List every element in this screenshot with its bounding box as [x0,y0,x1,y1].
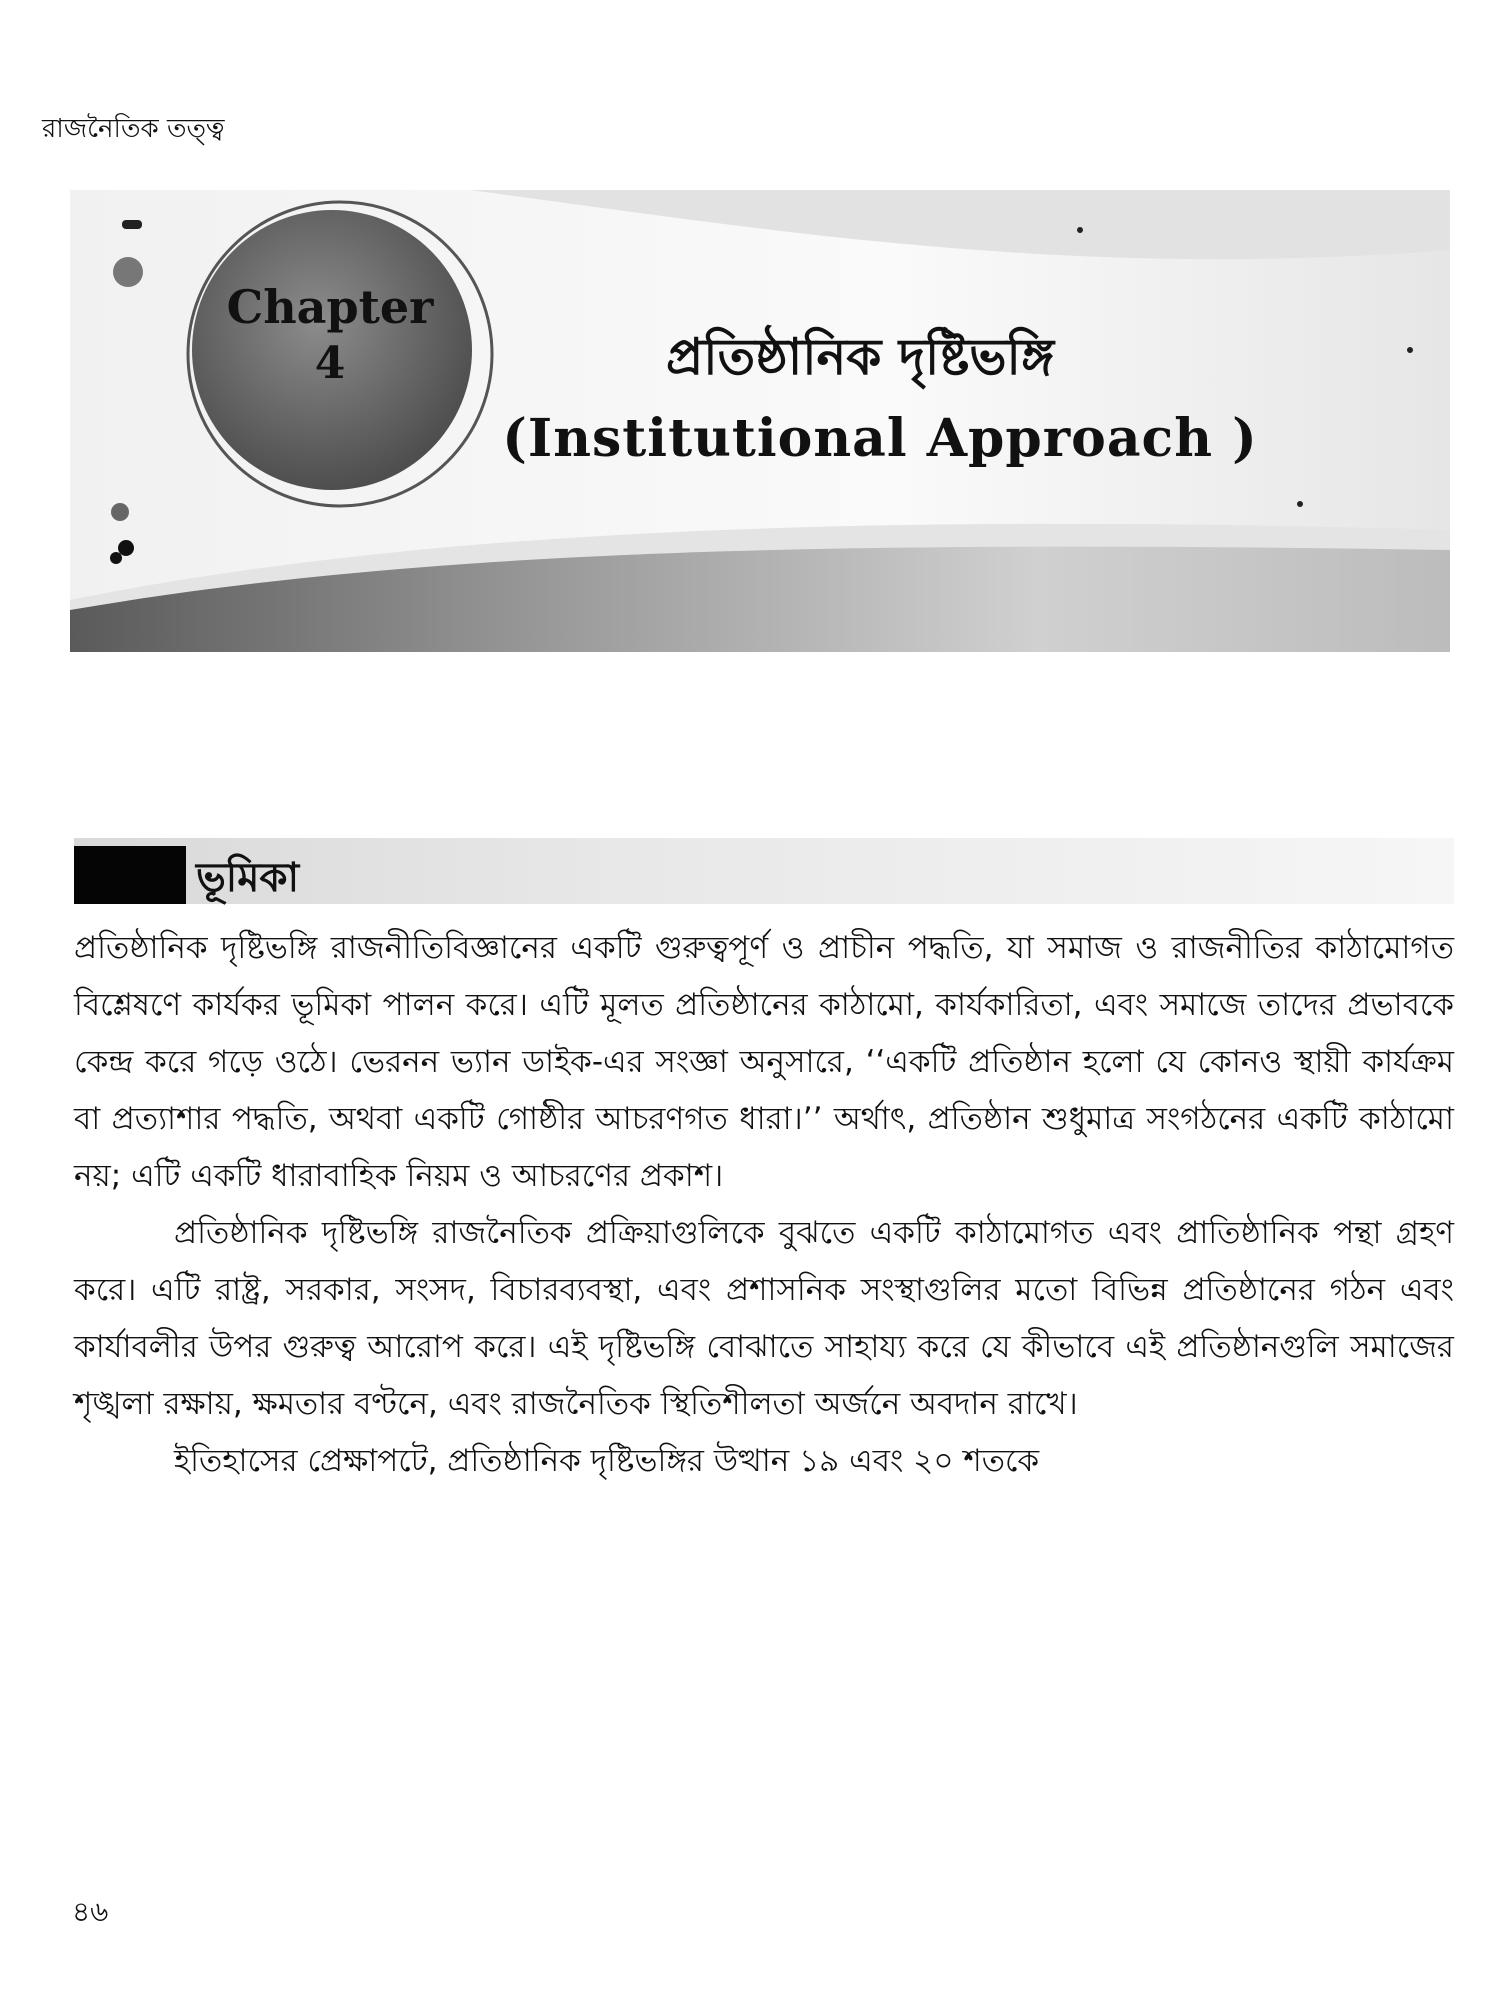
body-text [74,920,1454,1490]
section-heading [74,838,1454,904]
decor-dot [1077,227,1083,233]
running-head: রাজনৈতিক তত্ত্ব [42,114,225,144]
decor-dot [1407,347,1413,353]
paragraph: প্রতিষ্ঠানিক দৃষ্টিভঙ্গি রাজনীতিবিজ্ঞানের একটি গুরুত্বপূর্ণ ও প্রাচীন পদ্ধতি, যা সমাজ ও রাজনীতির কাঠামোগত বিশ্লেষণে কার্যকর ভূমিকা পালন করে। এটি মূলত প্রতিষ্ঠানের কাঠামো, কার্যকারিতা, এবং সমাজে তাদের প্রভাবকে কেন্দ্র করে গড়ে ওঠে। ভেরনন ভ্যান ডাইক-এর সংজ্ঞা অনুসারে, ‘‘একটি প্রতিষ্ঠান হলো যে কোনও স্থায়ী কার্যক্রম বা প্রত্যাশার পদ্ধতি, অথবা একটি গোষ্ঠীর আচরণগত ধারা।’’ অর্থাৎ, প্রতিষ্ঠান শুধুমাত্র সংগঠনের একটি কাঠামো নয়; এটি একটি ধারাবাহিক নিয়ম ও আচরণের প্রকাশ। [74,930,1454,1194]
decor-dash [122,220,142,229]
chapter-number: 4 [314,338,346,389]
section-title: ভূমিকা [196,855,300,901]
section-marker-block [74,846,186,904]
chapter-label: Chapter [226,280,434,334]
paragraph: প্রতিষ্ঠানিক দৃষ্টিভঙ্গি রাজনৈতিক প্রক্রিয়াগুলিকে বুঝতে একটি কাঠামোগত এবং প্রাতিষ্ঠানিক পন্থা গ্রহণ করে। এটি রাষ্ট্র, সরকার, সংসদ, বিচারব্যবস্থা, এবং প্রশাসনিক সংস্থাগুলির মতো বিভিন্ন প্রতিষ্ঠানের গঠন এবং কার্যাবলীর উপর গুরুত্ব আরোপ করে। এই দৃষ্টিভঙ্গি বোঝাতে সাহায্য করে যে কীভাবে এই প্রতিষ্ঠানগুলি সমাজের শৃঙ্খলা রক্ষায়, ক্ষমতার বণ্টনে, এবং রাজনৈতিক স্থিতিশীলতা অর্জনে অবদান রাখে। [74,1215,1454,1422]
chapter-banner [70,190,1450,652]
decor-dot [1297,501,1303,507]
chapter-title-english: (Institutional Approach ) [502,408,1258,469]
page-number: ৪৬ [72,1895,109,1928]
decor-dot [113,257,143,287]
chapter-title-bengali: প্রতিষ্ঠানিক দৃষ্টিভঙ্গি [665,328,1055,386]
decor-dot [118,540,134,556]
decor-dot [110,552,122,564]
paragraph: ইতিহাসের প্রেক্ষাপটে, প্রতিষ্ঠানিক দৃষ্টিভঙ্গির উত্থান ১৯ এবং ২০ শতকে [174,1443,1040,1479]
decor-dot [111,503,129,521]
